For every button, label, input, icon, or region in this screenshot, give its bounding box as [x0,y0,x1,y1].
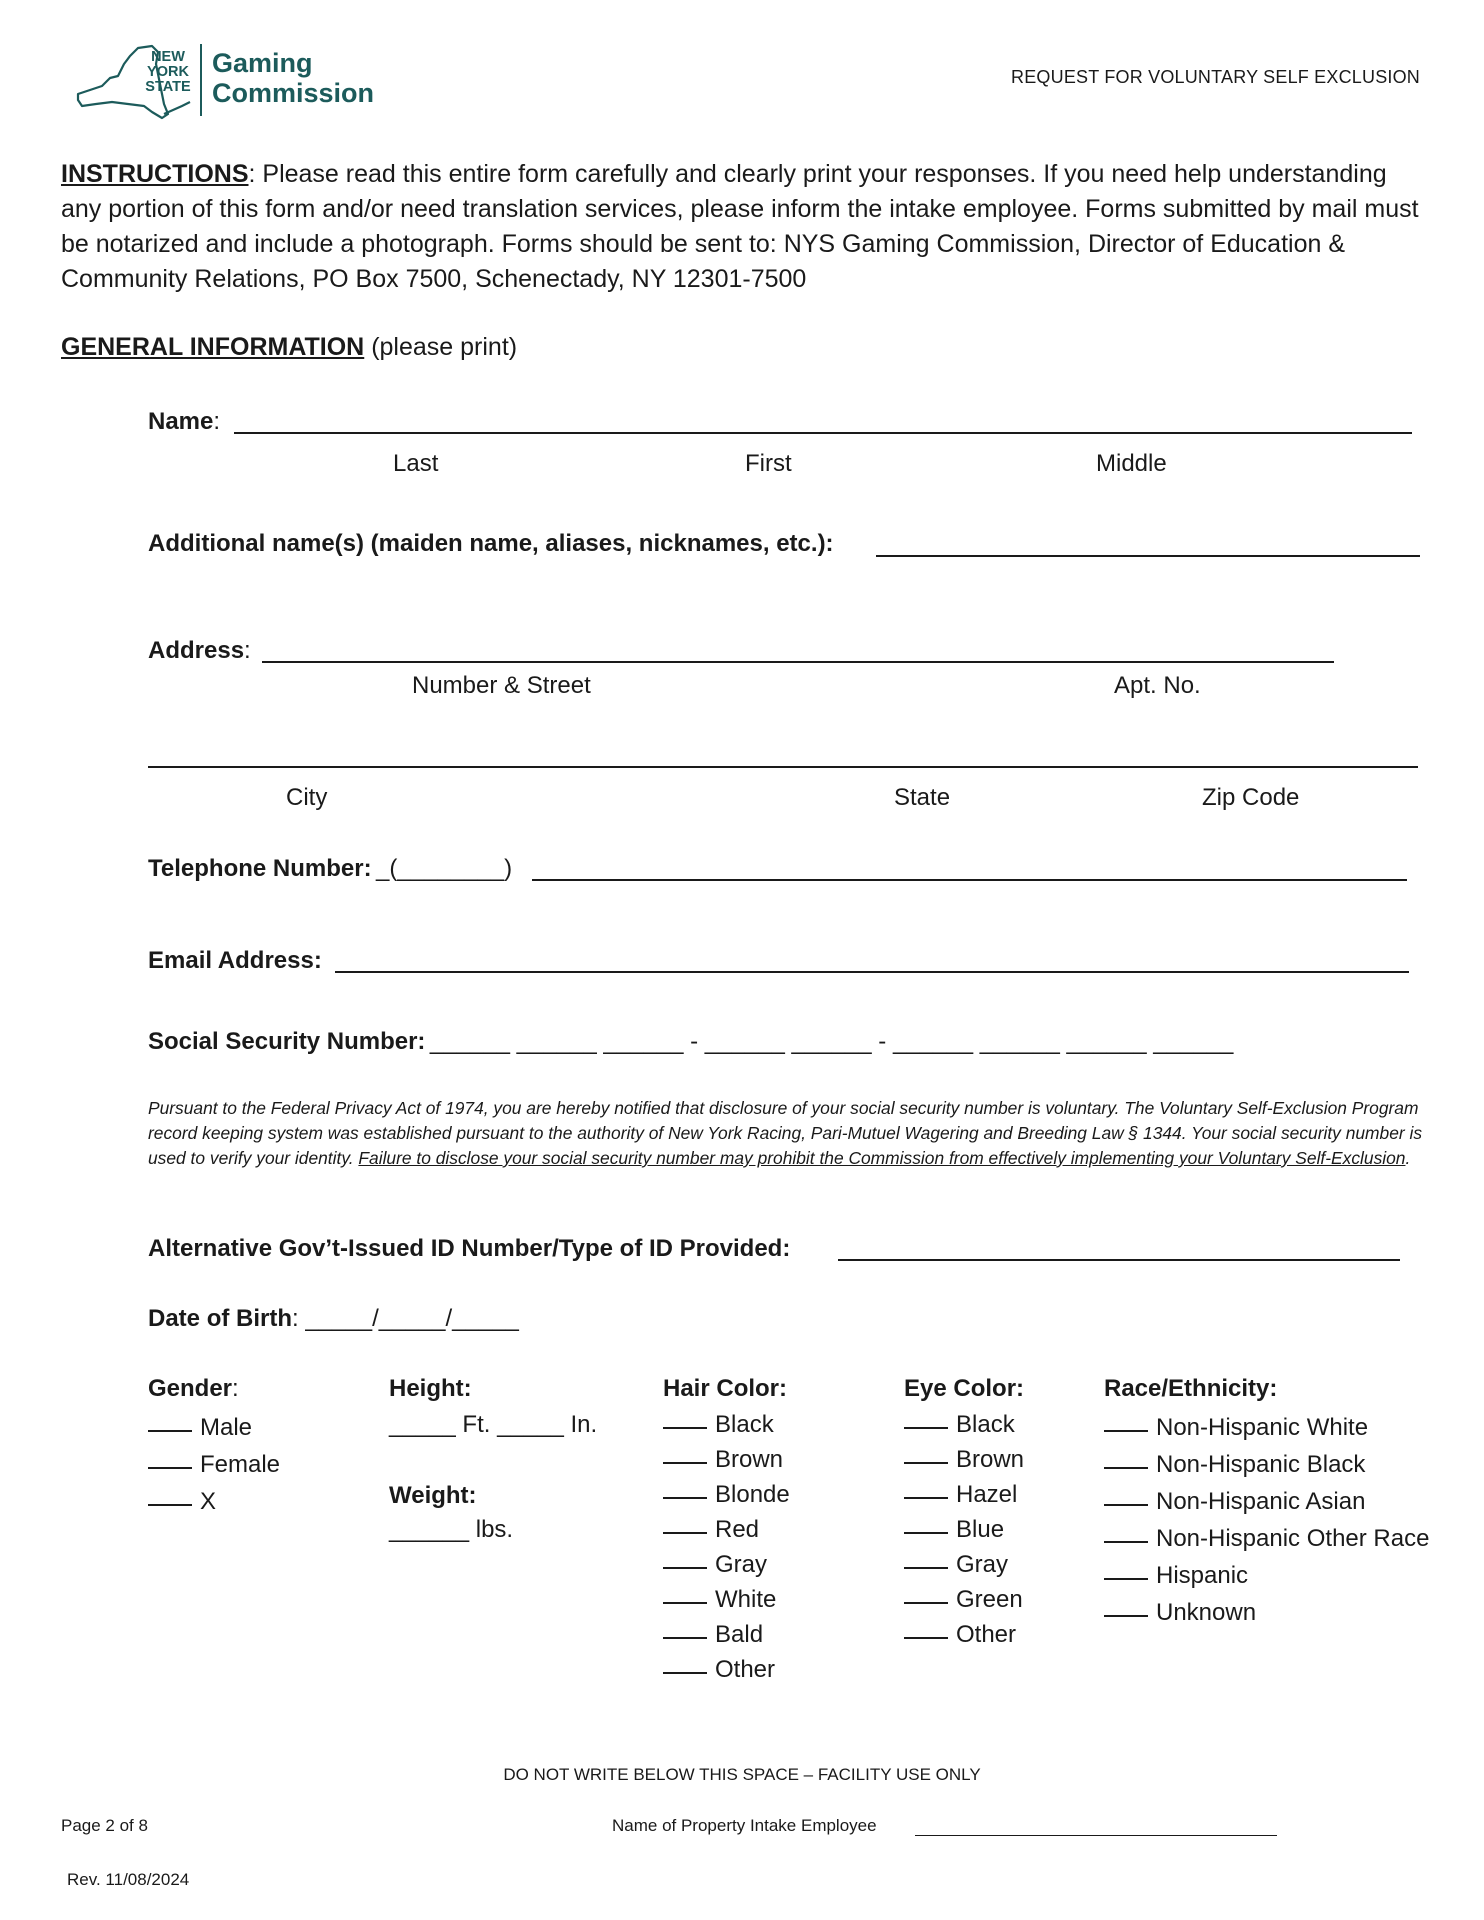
intake-employee-label: Name of Property Intake Employee [612,1816,877,1835]
ssn-label: Social Security Number: [148,1028,426,1055]
additional-names-label: Additional name(s) (maiden name, aliases, nicknames, etc.): [148,530,834,557]
telephone-field-line[interactable] [532,879,1407,881]
race-option-label: Non-Hispanic Asian [1156,1488,1366,1515]
gender-label: Gender [148,1375,233,1402]
dob-row [148,1305,519,1333]
eye-option[interactable] [904,1516,1004,1544]
race-option[interactable] [1104,1599,1256,1627]
address-sub-street: Number & Street [412,672,591,699]
race-option-label: Non-Hispanic White [1156,1414,1369,1441]
ssn-row [148,1028,1233,1056]
dob-blanks[interactable]: : _____/_____/_____ [292,1305,519,1332]
address-city-field-line[interactable] [148,766,1418,768]
form-title: REQUEST FOR VOLUNTARY SELF EXCLUSION [1011,67,1420,87]
hair-option-label: Brown [715,1446,784,1473]
name-row: Name: [148,408,221,435]
race-option-label: Non-Hispanic Other Race [1156,1525,1430,1552]
alt-id-field-line[interactable] [838,1259,1400,1261]
hair-option-label: Gray [715,1551,768,1578]
gender-option-label: X [200,1488,217,1515]
name-sub-middle: Middle [1096,450,1167,477]
telephone-label: Telephone Number: [148,855,372,882]
eye-option[interactable] [904,1586,1023,1614]
hair-option[interactable] [663,1551,767,1579]
address-row: Address: [148,637,251,664]
dob-label: Date of Birth [148,1305,292,1332]
general-information-heading: GENERAL INFORMATION [61,333,365,361]
gender-option-label: Male [200,1414,253,1441]
privacy-text: Pursuant to the Federal Privacy Act of 1974, you are hereby notified that disclosure of your social security number is voluntary. The Voluntary Self-Exclusion Program record keeping system was established pursuant to the authority of New York Racing, Pari-Mutuel Wagering and Breeding Law § 1344. Your social security number is used to verify your identity. [148,1098,1423,1168]
general-information-note: (please print) [364,333,518,361]
address-label: Address [148,637,245,664]
logo-line-2: Commission [212,78,375,108]
hair-option-label: Red [715,1516,760,1543]
race-option[interactable] [1104,1451,1365,1479]
race-option-label: Non-Hispanic Black [1156,1451,1366,1478]
height-field[interactable]: _____ Ft. _____ In. [389,1411,598,1438]
gender-label-suffix: : [232,1375,239,1402]
intake-employee-field-line[interactable] [915,1835,1277,1836]
address-street-field-line[interactable] [262,661,1334,663]
logo-nys-text: NEW YORK STATE [145,49,191,95]
telephone-row [148,855,512,883]
logo-agency-name [212,48,374,108]
race-option[interactable] [1104,1562,1248,1590]
eye-option-label: Black [956,1411,1015,1438]
race-ethnicity-heading: Race/Ethnicity: [1104,1375,1278,1402]
hair-option[interactable] [663,1481,790,1509]
eye-color-heading: Eye Color: [904,1375,1025,1402]
gender-option[interactable] [148,1414,252,1442]
hair-option-label: Black [715,1411,774,1438]
hair-color-heading: Hair Color: [663,1375,788,1402]
telephone-area-code-blank[interactable]: _(________) [376,855,513,882]
eye-option[interactable] [904,1446,1024,1474]
facility-use-note: DO NOT WRITE BELOW THIS SPACE – FACILITY USE ONLY [503,1765,981,1784]
name-field-line[interactable] [234,432,1412,434]
gender-option[interactable] [148,1451,280,1479]
eye-option-label: Gray [956,1551,1009,1578]
eye-option[interactable] [904,1411,1015,1439]
hair-option[interactable] [663,1446,783,1474]
logo-line-1: Gaming [212,48,313,78]
weight-field[interactable]: ______ lbs. [389,1516,514,1543]
address-sub-state: State [894,784,951,811]
email-label: Email Address: [148,947,322,974]
hair-option-label: Other [715,1656,776,1683]
general-information-heading-row [61,333,517,362]
privacy-warning: Failure to disclose your social security number may prohibit the Commission from effectively implementing your Voluntary Self-Exclusion [358,1148,1406,1168]
eye-option-label: Blue [956,1516,1005,1543]
name-sub-first: First [745,450,792,477]
instructions-paragraph [61,157,1431,297]
eye-option-label: Green [956,1586,1023,1613]
hair-option[interactable] [663,1656,775,1684]
hair-option[interactable] [663,1516,759,1544]
privacy-end: . [1405,1148,1411,1168]
ssn-blanks[interactable]: ______ ______ ______ - ______ ______ - ______ ______ ______ ______ [429,1028,1234,1055]
address-sub-apt: Apt. No. [1114,672,1201,699]
eye-option-label: Hazel [956,1481,1018,1508]
email-field-line[interactable] [335,971,1409,973]
name-sub-last: Last [393,450,439,477]
hair-option-label: Bald [715,1621,764,1648]
gender-heading [148,1375,239,1403]
privacy-act-notice [148,1096,1423,1171]
revision-date: Rev. 11/08/2024 [67,1870,190,1889]
eye-option[interactable] [904,1481,1017,1509]
name-label: Name [148,408,214,435]
eye-option-label: Other [956,1621,1017,1648]
race-option-label: Unknown [1156,1599,1257,1626]
instructions-text: : Please read this entire form carefully and clearly print your responses. If you need help understanding any portion of this form and/or need translation services, please inform the intake employee. Forms submitted by mail must be notarized and include a photograph. Forms should be sent to: NYS Gaming Commission, Director of Education & Community Relations, PO Box 7500, Schenectady, NY 12301-7500 [61,160,1419,293]
eye-option[interactable] [904,1551,1008,1579]
gender-option[interactable] [148,1488,216,1516]
eye-option[interactable] [904,1621,1016,1649]
hair-option-label: White [715,1586,777,1613]
address-sub-zip: Zip Code [1202,784,1300,811]
eye-option-label: Brown [956,1446,1025,1473]
hair-option[interactable] [663,1411,774,1439]
race-option-label: Hispanic [1156,1562,1249,1589]
page-number: Page 2 of 8 [61,1816,148,1835]
address-sub-city: City [286,784,328,811]
gender-option-label: Female [200,1451,281,1478]
hair-option[interactable] [663,1586,776,1614]
race-option[interactable] [1104,1414,1368,1442]
height-heading: Height: [389,1375,472,1402]
logo-divider [200,44,202,116]
hair-option-label: Blonde [715,1481,790,1508]
hair-option[interactable] [663,1621,763,1649]
race-option[interactable] [1104,1488,1365,1516]
alt-id-label: Alternative Gov’t-Issued ID Number/Type of ID Provided: [148,1235,791,1262]
weight-heading: Weight: [389,1482,477,1509]
additional-names-field-line[interactable] [876,555,1420,557]
race-option[interactable] [1104,1525,1429,1553]
instructions-heading: INSTRUCTIONS [61,160,249,188]
